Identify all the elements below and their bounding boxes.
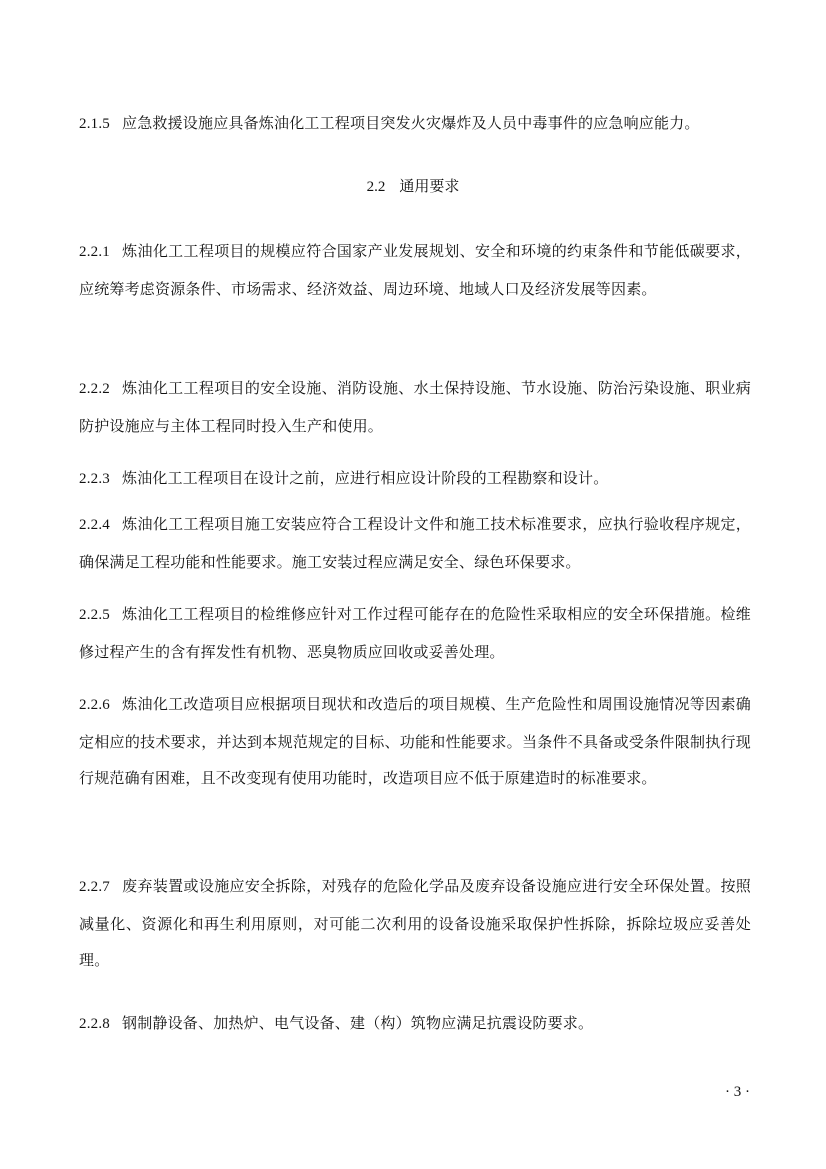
clause-number: 2.2.6 bbox=[79, 697, 110, 713]
clause-text: 炼油化工工程项目的规模应符合国家产业发展规划、安全和环境的约束条件和节能低碳要求，应统筹考虑资源条件、市场需求、经济效益、周边环境、地域人口及经济发展等因素。 bbox=[79, 242, 751, 298]
clause-number: 2.1.5 bbox=[79, 116, 110, 132]
section-number: 2.2 bbox=[366, 179, 386, 195]
clause-2-2-3 bbox=[79, 460, 751, 498]
clause-2-2-8 bbox=[79, 1005, 751, 1043]
clause-number: 2.2.7 bbox=[79, 879, 110, 895]
section-title: 通用要求 bbox=[399, 177, 460, 195]
clause-2-2-5 bbox=[79, 596, 751, 670]
clause-number: 2.2.4 bbox=[79, 517, 110, 533]
clause-2-2-4 bbox=[79, 506, 751, 580]
clause-number: 2.2.8 bbox=[79, 1016, 110, 1032]
page-number: · 3 · bbox=[725, 1084, 750, 1100]
clause-number: 2.2.5 bbox=[79, 607, 110, 623]
clause-text: 炼油化工改造项目应根据项目现状和改造后的项目规模、生产危险性和周围设施情况等因素确定相应的技术要求，并达到本规范规定的目标、功能和性能要求。当条件不具备或受条件限制执行现行规范确有困难，且不改变现有使用功能时，改造项目应不低于原建造时的标准要求。 bbox=[79, 695, 751, 787]
clause-text: 炼油化工工程项目施工安装应符合工程设计文件和施工技术标准要求，应执行验收程序规定，确保满足工程功能和性能要求。施工安装过程应满足安全、绿色环保要求。 bbox=[79, 515, 751, 571]
clause-number: 2.2.1 bbox=[79, 244, 110, 260]
clause-text: 炼油化工工程项目的安全设施、消防设施、水土保持设施、节水设施、防治污染设施、职业病防护设施应与主体工程同时投入生产和使用。 bbox=[79, 379, 751, 435]
clause-number: 2.2.2 bbox=[79, 381, 110, 397]
clause-text: 废弃装置或设施应安全拆除，对残存的危险化学品及废弃设备设施应进行安全环保处置。按照减量化、资源化和再生利用原则，对可能二次利用的设备设施采取保护性拆除，拆除垃圾应妥善处理。 bbox=[79, 877, 751, 969]
clause-2-2-7 bbox=[79, 868, 751, 979]
clause-text: 钢制静设备、加热炉、电气设备、建（构）筑物应满足抗震设防要求。 bbox=[122, 1014, 594, 1032]
clause-2-2-6 bbox=[79, 686, 751, 797]
clause-text: 炼油化工工程项目在设计之前，应进行相应设计阶段的工程勘察和设计。 bbox=[122, 469, 609, 487]
clause-2-2-1 bbox=[79, 233, 751, 307]
clause-text: 炼油化工工程项目的检维修应针对工作过程可能存在的危险性采取相应的安全环保措施。检维修过程产生的含有挥发性有机物、恶臭物质应回收或妥善处理。 bbox=[79, 605, 751, 661]
section-heading bbox=[0, 174, 826, 199]
clause-2-2-2 bbox=[79, 370, 751, 444]
clause-number: 2.2.3 bbox=[79, 471, 110, 487]
clause-2-1-5 bbox=[79, 105, 751, 143]
clause-text: 应急救援设施应具备炼油化工工程项目突发火灾爆炸及人员中毒事件的应急响应能力。 bbox=[122, 114, 700, 132]
